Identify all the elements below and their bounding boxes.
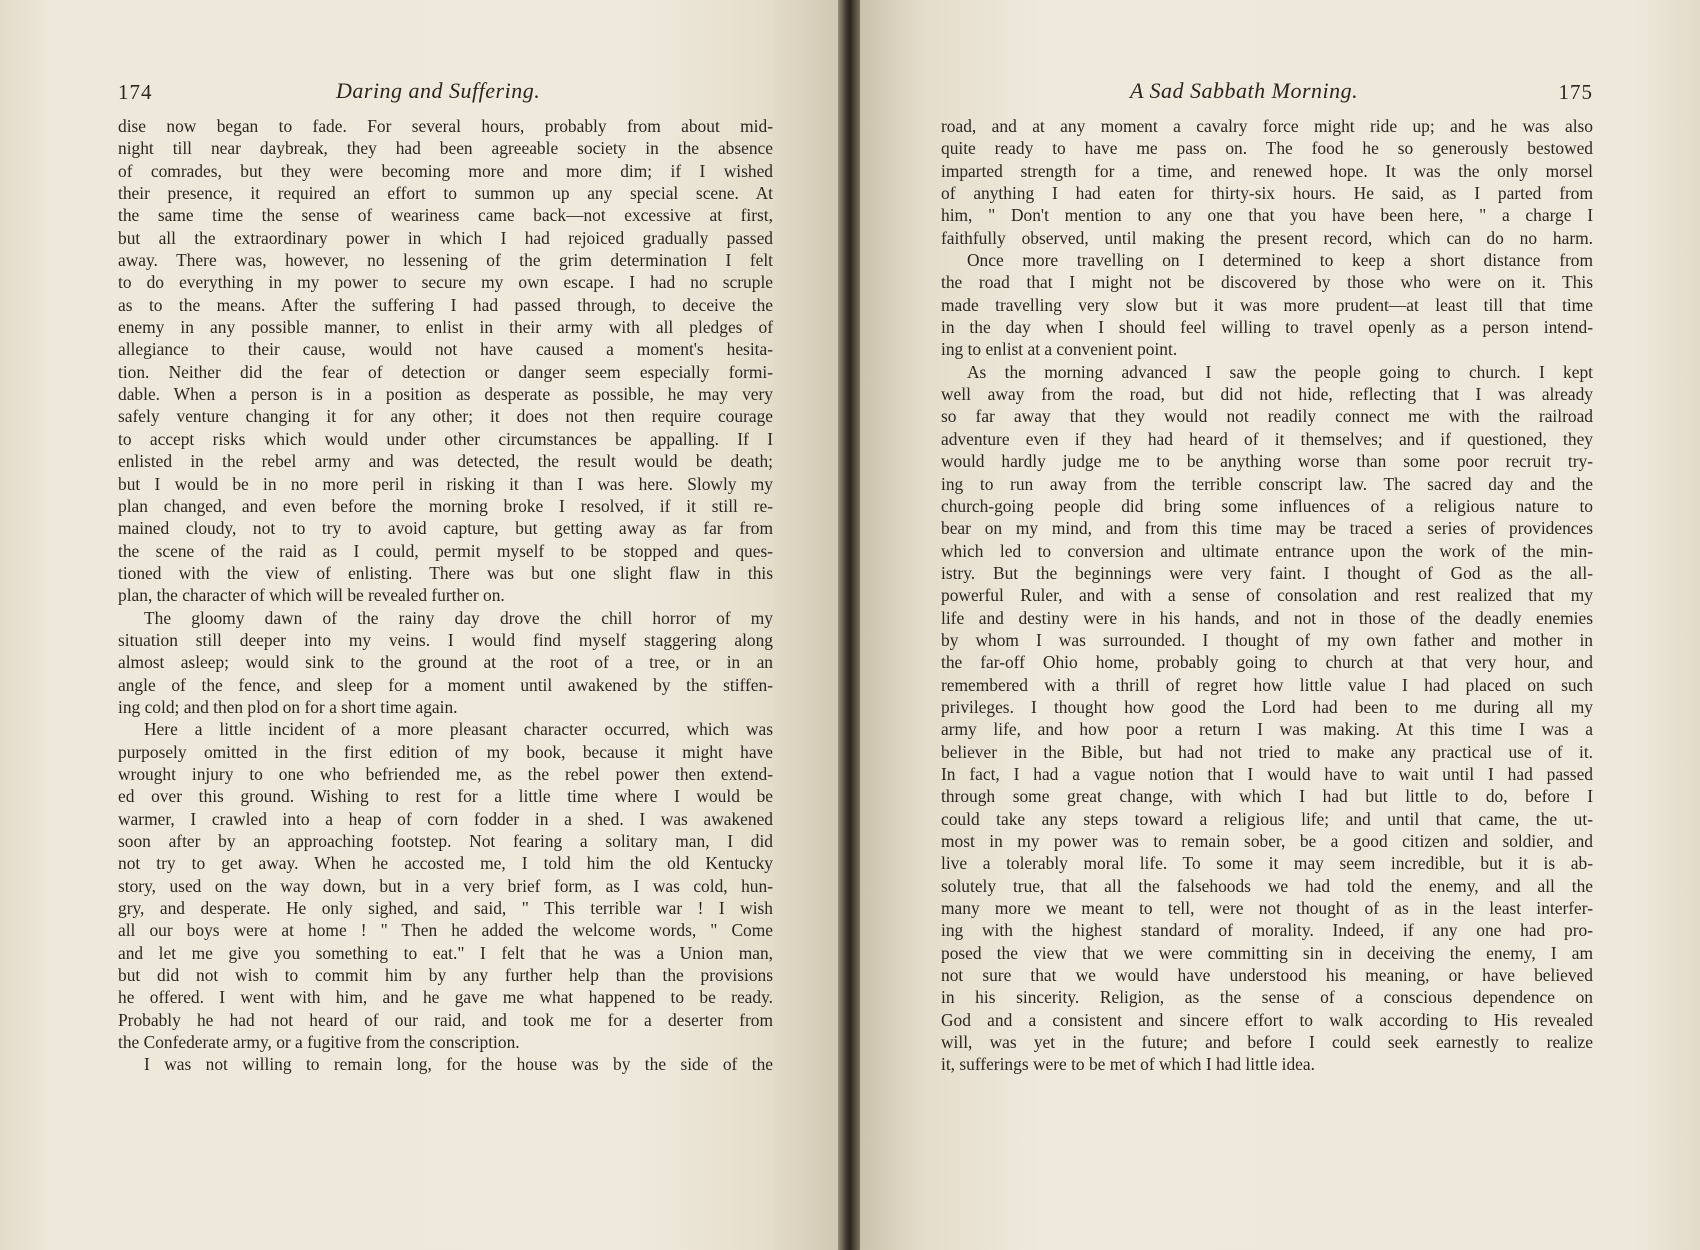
text-line: the far-off Ohio home, probably going to church at that very hour, and — [941, 652, 1593, 673]
text-line: privileges. I thought how good the Lord had been to me during all my — [941, 696, 1593, 717]
text-line: powerful Ruler, and with a sense of consolation and rest realized that my — [941, 585, 1593, 606]
text-line: wrought injury to one who befriended me, as the rebel power then extend- — [118, 763, 773, 784]
text-line: church-going people did bring some influences of a religious nature to — [941, 495, 1593, 516]
text-line: In fact, I had a vague notion that I would have to wait until I had passed — [941, 763, 1593, 784]
text-line: not try to get away. When he accosted me, I told him the old Kentucky — [118, 853, 773, 874]
text-line: to do everything in my power to secure my own escape. I had no scruple — [118, 272, 773, 293]
text-line: ing with the highest standard of morality. Indeed, if any one had pro- — [941, 920, 1593, 941]
text-line: istry. But the beginnings were very faint. I thought of God as the all- — [941, 562, 1593, 583]
text-line: their presence, it required an effort to summon up any special scene. At — [118, 183, 773, 204]
text-line: tioned with the view of enlisting. There was but one slight flaw in this — [118, 562, 773, 583]
text-line: the road that I might not be discovered by those who were on it. This — [941, 272, 1593, 293]
text-line: plan changed, and even before the morning broke I resolved, if it still re- — [118, 495, 773, 516]
text-line: adventure even if they had heard of it themselves; and if questioned, they — [941, 428, 1593, 449]
text-line: army life, and how poor a return I was making. At this time I was a — [941, 719, 1593, 740]
text-line: many more we meant to tell, were not thought of as in the least interfer- — [941, 898, 1593, 919]
text-line: remembered with a thrill of regret how little value I had placed on such — [941, 674, 1593, 695]
text-line: dable. When a person is in a position as desperate as possible, he may very — [118, 384, 773, 405]
text-line: could take any steps toward a religious life; and until that came, the ut- — [941, 808, 1593, 829]
text-line: quite ready to have me pass on. The food he so generously bestowed — [941, 138, 1593, 159]
text-line: the scene of the raid as I could, permit myself to be stopped and ques- — [118, 540, 773, 561]
text-line: but did not wish to commit him by any further help than the provisions — [118, 965, 773, 986]
text-line: and let me give you something to eat." I felt that he was a Union man, — [118, 942, 773, 963]
text-line: the Confederate army, or a fugitive from the conscription. — [118, 1032, 520, 1053]
text-line: believer in the Bible, but had not tried to make any practical use of it. — [941, 741, 1593, 762]
text-line: life and destiny were in his hands, and not in those of the deadly enemies — [941, 607, 1593, 628]
text-line: enlisted in the rebel army and was detected, the result would be death; — [118, 451, 773, 472]
text-line: imparted strength for a time, and renewed hope. It was the only morsel — [941, 160, 1593, 181]
text-line: live a tolerably moral life. To some it may seem incredible, but it is ab- — [941, 853, 1593, 874]
text-line: posed the view that we were committing sin in deceiving the enemy, I am — [941, 942, 1593, 963]
left-page-number: 174 — [118, 80, 153, 104]
text-line: ing to run away from the terrible conscript law. The sacred day and the — [941, 473, 1593, 494]
text-line: not sure that we would have understood his meaning, or have believed — [941, 965, 1593, 986]
text-line: all our boys were at home ! " Then he added the welcome words, " Come — [118, 920, 773, 941]
text-line: him, " Don't mention to any one that you have been here, " a charge I — [941, 205, 1593, 226]
text-line: safely venture changing it for any other; it does not then require courage — [118, 406, 773, 427]
text-line: Once more travelling on I determined to keep a short distance from — [967, 250, 1593, 271]
text-line: will, was yet in the future; and before I could seek earnestly to realize — [941, 1032, 1593, 1053]
text-line: made travelling very slow but it was more prudent—at least till that time — [941, 294, 1593, 315]
right-page-body — [941, 115, 1593, 1076]
text-line: situation still deeper into my veins. I would find myself staggering along — [118, 629, 773, 650]
text-line: as to the means. After the suffering I had passed through, to deceive the — [118, 294, 773, 315]
text-line: ed over this ground. Wishing to rest for a little time where I would be — [118, 786, 773, 807]
text-line: but all the extraordinary power in which I had rejoiced gradually passed — [118, 227, 773, 248]
text-line: ing to enlist at a convenient point. — [941, 339, 1178, 360]
text-line: God and a consistent and sincere effort to walk according to His revealed — [941, 1009, 1593, 1030]
text-line: I was not willing to remain long, for the house was by the side of the — [144, 1054, 773, 1075]
text-line: As the morning advanced I saw the people going to church. I kept — [967, 361, 1593, 382]
text-line: Here a little incident of a more pleasant character occurred, which was — [144, 719, 773, 740]
text-line: of comrades, but they were becoming more and more dim; if I wished — [118, 160, 773, 181]
left-page — [0, 0, 845, 1250]
text-line: faithfully observed, until making the present record, which can do no harm. — [941, 227, 1593, 248]
text-line: plan, the character of which will be revealed further on. — [118, 585, 505, 606]
left-page-header — [118, 78, 773, 108]
right-page-header — [941, 78, 1593, 108]
text-line: in his sincerity. Religion, as the sense of a conscious dependence on — [941, 987, 1593, 1008]
left-running-title: Daring and Suffering. — [336, 78, 541, 103]
text-line: to accept risks which would under other circumstances be appalling. If I — [118, 428, 773, 449]
text-line: so far away that they would not readily connect me with the railroad — [941, 406, 1593, 427]
text-line: Probably he had not heard of our raid, and took me for a deserter from — [118, 1009, 773, 1030]
text-line: allegiance to their cause, would not have caused a moment's hesita- — [118, 339, 773, 360]
right-running-title: A Sad Sabbath Morning. — [1130, 78, 1359, 103]
left-page-body — [118, 115, 773, 1076]
text-line: dise now began to fade. For several hours, probably from about mid- — [118, 116, 773, 136]
text-line: bear on my mind, and from this time may be traced a series of providences — [941, 518, 1593, 539]
text-line: The gloomy dawn of the rainy day drove the chill horror of my — [144, 607, 773, 628]
text-line: angle of the fence, and sleep for a moment until awakened by the stiffen- — [118, 674, 773, 695]
text-line: tion. Neither did the fear of detection or danger seem especially formi- — [118, 361, 773, 382]
text-line: well away from the road, but did not hide, reflecting that I was already — [941, 384, 1593, 405]
text-line: would hardly judge me to be anything worse than some poor recruit try- — [941, 451, 1593, 472]
text-line: by whom I was surrounded. I thought of my own father and mother in — [941, 629, 1593, 650]
text-line: in the day when I should feel willing to travel openly as a person intend- — [941, 317, 1593, 338]
book-gutter — [838, 0, 860, 1250]
text-line: gry, and desperate. He only sighed, and said, " This terrible war ! I wish — [118, 898, 773, 919]
right-page — [855, 0, 1700, 1250]
text-line: most in my power was to remain sober, be a good citizen and soldier, and — [941, 831, 1593, 851]
text-line: away. There was, however, no lessening of the grim determination I felt — [118, 250, 773, 271]
text-line: of anything I had eaten for thirty-six hours. He said, as I parted from — [941, 183, 1593, 204]
text-line: mained cloudy, not to try to avoid capture, but getting away as far from — [118, 518, 773, 539]
text-line: warmer, I crawled into a heap of corn fodder in a shed. I was awakened — [118, 808, 773, 829]
text-line: almost asleep; would sink to the ground at the root of a tree, or in an — [118, 652, 773, 673]
text-line: road, and at any moment a cavalry force might ride up; and he was also — [941, 116, 1593, 136]
text-line: which led to conversion and ultimate entrance upon the work of the min- — [941, 540, 1593, 561]
text-line: enemy in any possible manner, to enlist in their army with all pledges of — [118, 317, 773, 338]
text-line: through some great change, with which I had but little to do, before I — [941, 786, 1593, 807]
text-line: purposely omitted in the first edition of my book, because it might have — [118, 741, 773, 762]
text-line: solutely true, that all the falsehoods we had told the enemy, and all the — [941, 875, 1593, 896]
right-page-number: 175 — [1558, 80, 1593, 104]
text-line: but I would be in no more peril in risking it than I was here. Slowly my — [118, 473, 773, 494]
text-line: he offered. I went with him, and he gave me what happened to be ready. — [118, 987, 773, 1008]
text-line: the same time the sense of weariness came back—not excessive at first, — [118, 205, 773, 226]
text-line: night till near daybreak, they had been agreeable society in the absence — [118, 138, 773, 159]
text-line: it, sufferings were to be met of which I had little idea. — [941, 1054, 1315, 1075]
text-line: story, used on the way down, but in a very brief form, as I was cold, hun- — [118, 875, 773, 896]
text-line: ing cold; and then plod on for a short time again. — [118, 696, 458, 717]
text-line: soon after by an approaching footstep. Not fearing a solitary man, I did — [118, 831, 773, 851]
